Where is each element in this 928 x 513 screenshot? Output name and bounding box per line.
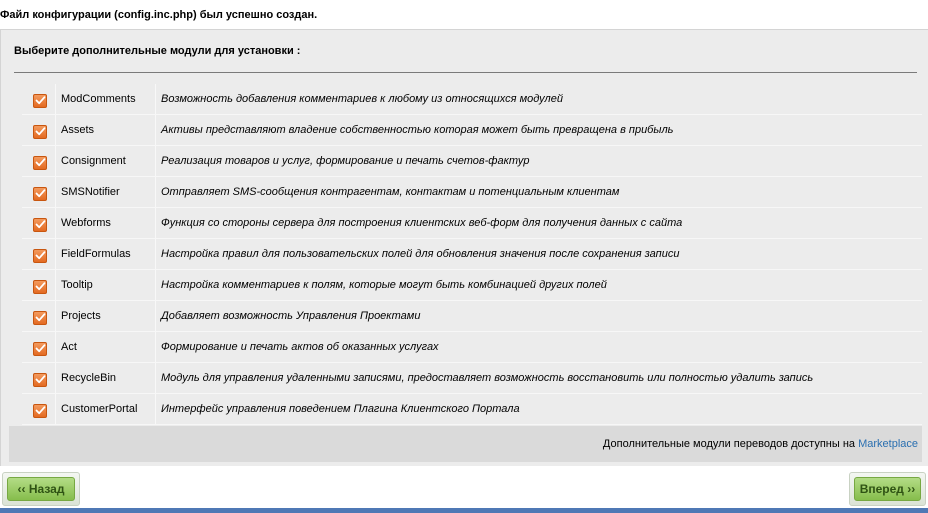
module-description: Модуль для управления удаленными записями, предоставляет возможность восстановить или полностью удалить запись [161, 372, 814, 384]
module-name: Tooltip [61, 279, 93, 291]
marketplace-footer [9, 426, 922, 462]
module-list [22, 84, 922, 425]
column-separator [55, 332, 56, 362]
column-separator [155, 394, 156, 424]
module-description: Реализация товаров и услуг, формирование и печать счетов-фактур [161, 155, 530, 167]
module-name: SMSNotifier [61, 186, 120, 198]
module-row [22, 208, 922, 239]
module-checkbox[interactable] [33, 249, 47, 263]
checkmark-icon [35, 374, 46, 385]
column-separator [55, 146, 56, 176]
module-row [22, 394, 922, 425]
module-description: Отправляет SMS-сообщения контрагентам, контактам и потенциальным клиентам [161, 186, 620, 198]
column-separator [155, 208, 156, 238]
column-separator [55, 84, 56, 114]
module-row [22, 115, 922, 146]
checkmark-icon [35, 126, 46, 137]
column-separator [55, 394, 56, 424]
back-button-frame [2, 472, 80, 506]
checkmark-icon [35, 281, 46, 292]
module-checkbox[interactable] [33, 342, 47, 356]
column-separator [155, 84, 156, 114]
column-separator [155, 363, 156, 393]
column-separator [155, 270, 156, 300]
module-checkbox[interactable] [33, 125, 47, 139]
module-row [22, 177, 922, 208]
column-separator [55, 363, 56, 393]
module-name: FieldFormulas [61, 248, 131, 260]
bottom-accent-bar [0, 508, 928, 513]
module-checkbox[interactable] [33, 187, 47, 201]
module-name: ModComments [61, 93, 136, 105]
module-row [22, 270, 922, 301]
column-separator [55, 115, 56, 145]
column-separator [55, 208, 56, 238]
config-success-message: Файл конфигурации (config.inc.php) был успешно создан. [0, 9, 318, 21]
column-separator [55, 270, 56, 300]
module-row [22, 84, 922, 115]
next-button-frame [849, 472, 926, 506]
module-name: Act [61, 341, 77, 353]
module-description: Добавляет возможность Управления Проектами [161, 310, 421, 322]
checkmark-icon [35, 219, 46, 230]
column-separator [155, 177, 156, 207]
module-description: Настройка правил для пользовательских полей для обновления значения после сохранения записи [161, 248, 680, 260]
checkmark-icon [35, 157, 46, 168]
marketplace-note [603, 438, 918, 450]
module-description: Интерфейс управления поведением Плагина Клиентского Портала [161, 403, 520, 415]
column-separator [155, 115, 156, 145]
column-separator [55, 177, 56, 207]
module-description: Настройка комментариев к полям, которые могут быть комбинацией других полей [161, 279, 607, 291]
checkmark-icon [35, 188, 46, 199]
column-separator [55, 239, 56, 269]
panel-title: Выберите дополнительные модули для установки : [14, 45, 301, 57]
module-checkbox[interactable] [33, 218, 47, 232]
module-description: Активы представляют владение собственностью которая может быть превращена в прибыль [161, 124, 674, 136]
module-row [22, 301, 922, 332]
module-name: Assets [61, 124, 95, 136]
module-name: CustomerPortal [61, 403, 138, 415]
module-checkbox[interactable] [33, 373, 47, 387]
module-checkbox[interactable] [33, 94, 47, 108]
column-separator [55, 301, 56, 331]
module-checkbox[interactable] [33, 404, 47, 418]
column-separator [155, 301, 156, 331]
module-selection-panel [0, 29, 928, 466]
module-description: Функция со стороны сервера для построения клиентских веб-форм для получения данных с сайта [161, 217, 683, 229]
module-checkbox[interactable] [33, 280, 47, 294]
title-divider [14, 72, 917, 73]
checkmark-icon [35, 95, 46, 106]
checkmark-icon [35, 405, 46, 416]
next-button[interactable]: Вперед ›› [854, 477, 921, 501]
back-button[interactable]: ‹‹ Назад [7, 477, 75, 501]
module-checkbox[interactable] [33, 311, 47, 325]
checkmark-icon [35, 312, 46, 323]
module-name: RecycleBin [61, 372, 117, 384]
module-row [22, 332, 922, 363]
module-row [22, 146, 922, 177]
marketplace-note-text: Дополнительные модули переводов доступны на [602, 438, 859, 450]
checkmark-icon [35, 343, 46, 354]
checkmark-icon [35, 250, 46, 261]
module-name: Consignment [61, 155, 126, 167]
module-row [22, 239, 922, 270]
module-description: Возможность добавления комментариев к любому из относящихся модулей [161, 93, 563, 105]
marketplace-link[interactable]: Marketplace [858, 438, 918, 450]
module-name: Projects [61, 310, 101, 322]
module-description: Формирование и печать актов об оказанных услугах [161, 341, 439, 353]
column-separator [155, 332, 156, 362]
column-separator [155, 239, 156, 269]
module-row [22, 363, 922, 394]
module-name: Webforms [61, 217, 111, 229]
column-separator [155, 146, 156, 176]
module-checkbox[interactable] [33, 156, 47, 170]
